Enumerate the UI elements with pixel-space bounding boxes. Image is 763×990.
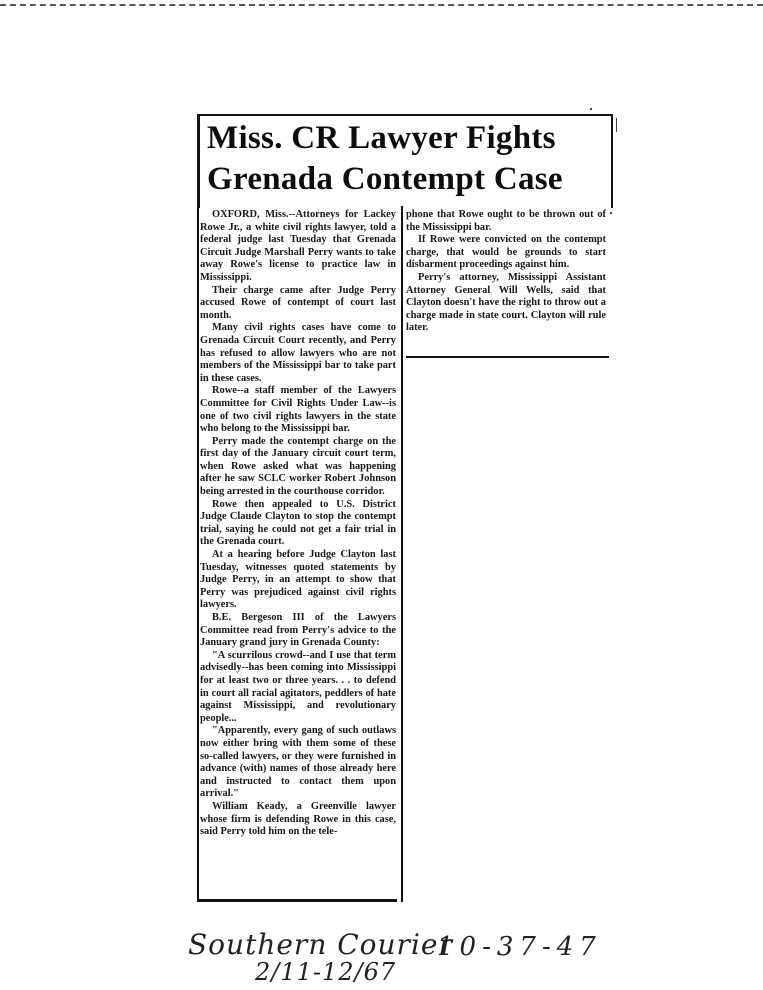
column-divider <box>401 206 403 902</box>
handwritten-source-note: Southern Courier <box>188 928 453 961</box>
paragraph: Rowe then appealed to U.S. District Judge Claude Clayton to stop the contempt trial, saying he could not get a fair trial in the Grenada court. <box>200 498 396 548</box>
paragraph: OXFORD, Miss.--Attorneys for Lackey Rowe Jr., a white civil rights lawyer, told a federal judge last Tuesday that Grenada Circuit Judge Marshall Perry wants to take away Rowe's license to practice law in Mississippi. <box>200 209 396 283</box>
paragraph: B.E. Bergeson III of the Lawyers Committee read from Perry's advice to the January grand jury in Grenada County: <box>200 612 396 649</box>
paragraph: Their charge came after Judge Perry accused Rowe of contempt of court last month. <box>200 284 396 321</box>
paragraph: Perry's attorney, Mississippi Assistant Attorney General Will Wells, said that Clayton doesn't have the right to throw out a charge made in state court. Clayton will rule later. <box>406 271 606 334</box>
scan-speck <box>616 118 617 132</box>
paragraph: If Rowe were convicted on the contempt charge, that would be grounds to start disbarment proceedings against him. <box>406 234 606 271</box>
right-column-end-rule <box>406 356 609 358</box>
headline: Miss. CR Lawyer Fights Grenada Contempt Case <box>207 120 563 197</box>
scan-top-edge <box>0 4 763 6</box>
paragraph: "Apparently, every gang of such outlaws now either bring with them some of these so-called lawyers, or they were furnished in advance (with) names of those already here and instructed to contact them upon arrival." <box>200 725 396 800</box>
scan-speck <box>610 212 612 214</box>
handwritten-date-note: 2/11-12/67 <box>255 958 397 986</box>
right-column <box>406 209 606 335</box>
paragraph: Rowe--a staff member of the Lawyers Committee for Civil Rights Under Law--is one of two civil rights lawyers in the state who belong to the Mississippi bar. <box>200 385 396 435</box>
newspaper-clipping <box>197 112 612 899</box>
scan-speck <box>590 108 592 110</box>
left-column-rule <box>197 206 199 902</box>
left-column <box>200 209 396 839</box>
handwritten-file-number: 10-37-47 <box>437 932 602 962</box>
paragraph: William Keady, a Greenville lawyer whose firm is defending Rowe in this case, said Perry told him on the tele- <box>200 800 396 838</box>
paragraph: Perry made the contempt charge on the first day of the January circuit court term, when Rowe asked what was happening after he saw SCLC worker Robert Johnson being arrested in the courthouse corridor. <box>200 435 396 498</box>
paragraph: "A scurrilous crowd--and I use that term advisedly--has been coming into Mississippi for at least two or three years. . . to defend in court all racial agitators, peddlers of hate against Mississippi, and revolutionary people... <box>200 649 396 724</box>
paragraph: Many civil rights cases have come to Grenada Circuit Court recently, and Perry has refused to allow lawyers who are not members of the Mississippi bar to take part in these cases. <box>200 322 396 384</box>
bottom-rule <box>197 899 397 902</box>
paragraph: At a hearing before Judge Clayton last Tuesday, witnesses quoted statements by Judge Perry, in an attempt to show that Perry was prejudiced against civil rights lawyers. <box>200 549 396 611</box>
paragraph: phone that Rowe ought to be thrown out of the Mississippi bar. <box>406 209 606 233</box>
